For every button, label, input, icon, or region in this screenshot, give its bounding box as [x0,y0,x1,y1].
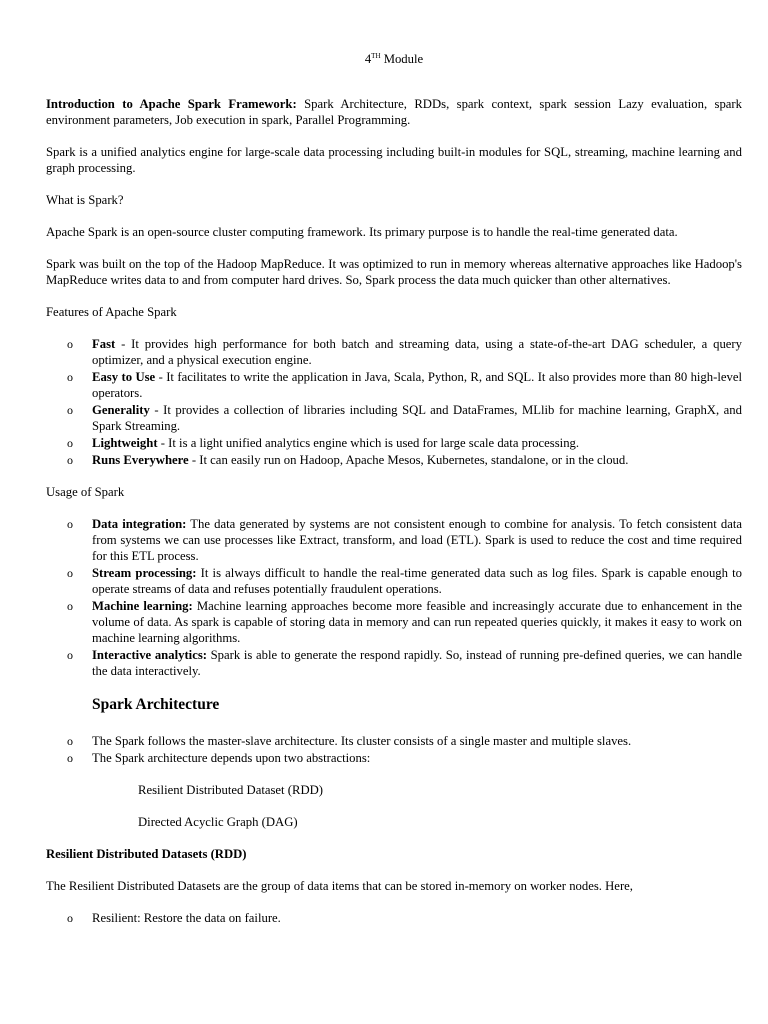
architecture-text: The Spark follows the master-slave architecture. Its cluster consists of a single master and multiple slaves. [92,734,632,748]
usage-list [46,516,742,679]
rdd-text: Resilient: Restore the data on failure. [92,911,281,925]
feature-text: - It can easily run on Hadoop, Apache Mesos, Kubernetes, standalone, or in the cloud. [188,453,629,467]
rdd-item [46,910,742,926]
usage-text: It is always difficult to handle the real-time generated data such as log files. Spark is capable enough to operate streams of data and refuses potentially fraudulent operations. [92,566,742,596]
usage-name: Machine learning: [92,599,193,613]
intro-bold: Introduction to Apache Spark Framework: [46,97,297,111]
apache-spark-paragraph: Apache Spark is an open-source cluster computing framework. Its primary purpose is to handle the real-time generated data. [46,225,678,239]
bullet-icon: o [67,436,73,450]
feature-name: Fast [92,337,116,351]
feature-name: Lightweight [92,436,158,450]
usage-heading: Usage of Spark [46,485,125,499]
usage-name: Data integration: [92,517,187,531]
usage-name: Stream processing: [92,566,197,580]
intro-text: Spark Architecture, RDDs, spark context, spark session Lazy evaluation, spark environment parameters, Job execution in spark, Parallel Programming. [46,97,742,127]
bullet-icon: o [67,648,73,662]
bullet-icon: o [67,599,73,613]
features-heading: Features of Apache Spark [46,305,177,319]
usage-item [46,647,742,679]
title-superscript: TH [371,52,381,60]
bullet-icon: o [67,517,73,531]
architecture-list [46,733,742,766]
feature-item [46,452,742,468]
bullet-icon: o [67,403,73,417]
feature-item [46,402,742,434]
feature-item [46,369,742,401]
bullet-icon: o [67,751,73,765]
spark-unified-paragraph: Spark is a unified analytics engine for large-scale data processing including built-in modules for SQL, streaming, machine learning and graph processing. [46,145,742,175]
usage-item [46,516,742,564]
usage-text: The data generated by systems are not consistent enough to combine for analysis. To fetch consistent data from systems we can use processes like Extract, transform, and load (ETL). Spark is used to reduce the cost and time required for this ETL process. [92,517,742,563]
bullet-icon: o [67,370,73,384]
features-list [46,336,742,468]
usage-item [46,598,742,646]
built-on-paragraph: Spark was built on the top of the Hadoop MapReduce. It was optimized to run in memory whereas alternative approaches like Hadoop's MapReduce writes data to and from computer hard drives. So, Spark process the data much quicker than other alternatives. [46,257,742,287]
feature-name: Generality [92,403,150,417]
bullet-icon: o [67,566,73,580]
rdd-heading: Resilient Distributed Datasets (RDD) [46,847,247,861]
architecture-item [46,750,742,766]
feature-text: - It is a light unified analytics engine which is used for large scale data processing. [157,436,580,450]
title-suffix: Module [380,52,424,66]
bullet-icon: o [67,734,73,748]
rdd-paragraph: The Resilient Distributed Datasets are the group of data items that can be stored in-memory on worker nodes. Here, [46,879,633,893]
usage-text: Spark is able to generate the respond rapidly. So, instead of running pre-defined queries, we can handle the data interactively. [92,648,742,678]
feature-name: Runs Everywhere [92,453,189,467]
bullet-icon: o [67,453,73,467]
what-is-spark-question: What is Spark? [46,193,124,207]
usage-item [46,565,742,597]
abstraction-rdd: Resilient Distributed Dataset (RDD) [138,783,323,797]
architecture-text: The Spark architecture depends upon two abstractions: [92,751,371,765]
rdd-list [46,910,742,926]
architecture-item [46,733,742,749]
abstraction-dag: Directed Acyclic Graph (DAG) [138,815,298,829]
usage-text: Machine learning approaches become more feasible and increasingly accurate due to enhancement in the volume of data. As spark is capable of storing data in memory and can run repeated queries quickly, it makes it easy to work on machine learning algorithms. [92,599,742,645]
intro-paragraph [46,96,742,128]
feature-item [46,435,742,451]
feature-item [46,336,742,368]
architecture-heading: Spark Architecture [92,696,220,713]
bullet-icon: o [67,911,73,925]
feature-text: - It provides a collection of libraries including SQL and DataFrames, MLlib for machine learning, GraphX, and Spark Streaming. [92,403,742,433]
feature-text: - It facilitates to write the application in Java, Scala, Python, R, and SQL. It also provides more than 80 high-level operators. [92,370,743,400]
usage-name: Interactive analytics: [92,648,207,662]
title-prefix: 4 [364,52,372,66]
page-title [46,51,742,67]
feature-text: - It provides high performance for both batch and streaming data, using a state-of-the-art DAG scheduler, a query optimizer, and a physical execution engine. [92,337,742,367]
bullet-icon: o [67,337,73,351]
feature-name: Easy to Use [92,370,156,384]
